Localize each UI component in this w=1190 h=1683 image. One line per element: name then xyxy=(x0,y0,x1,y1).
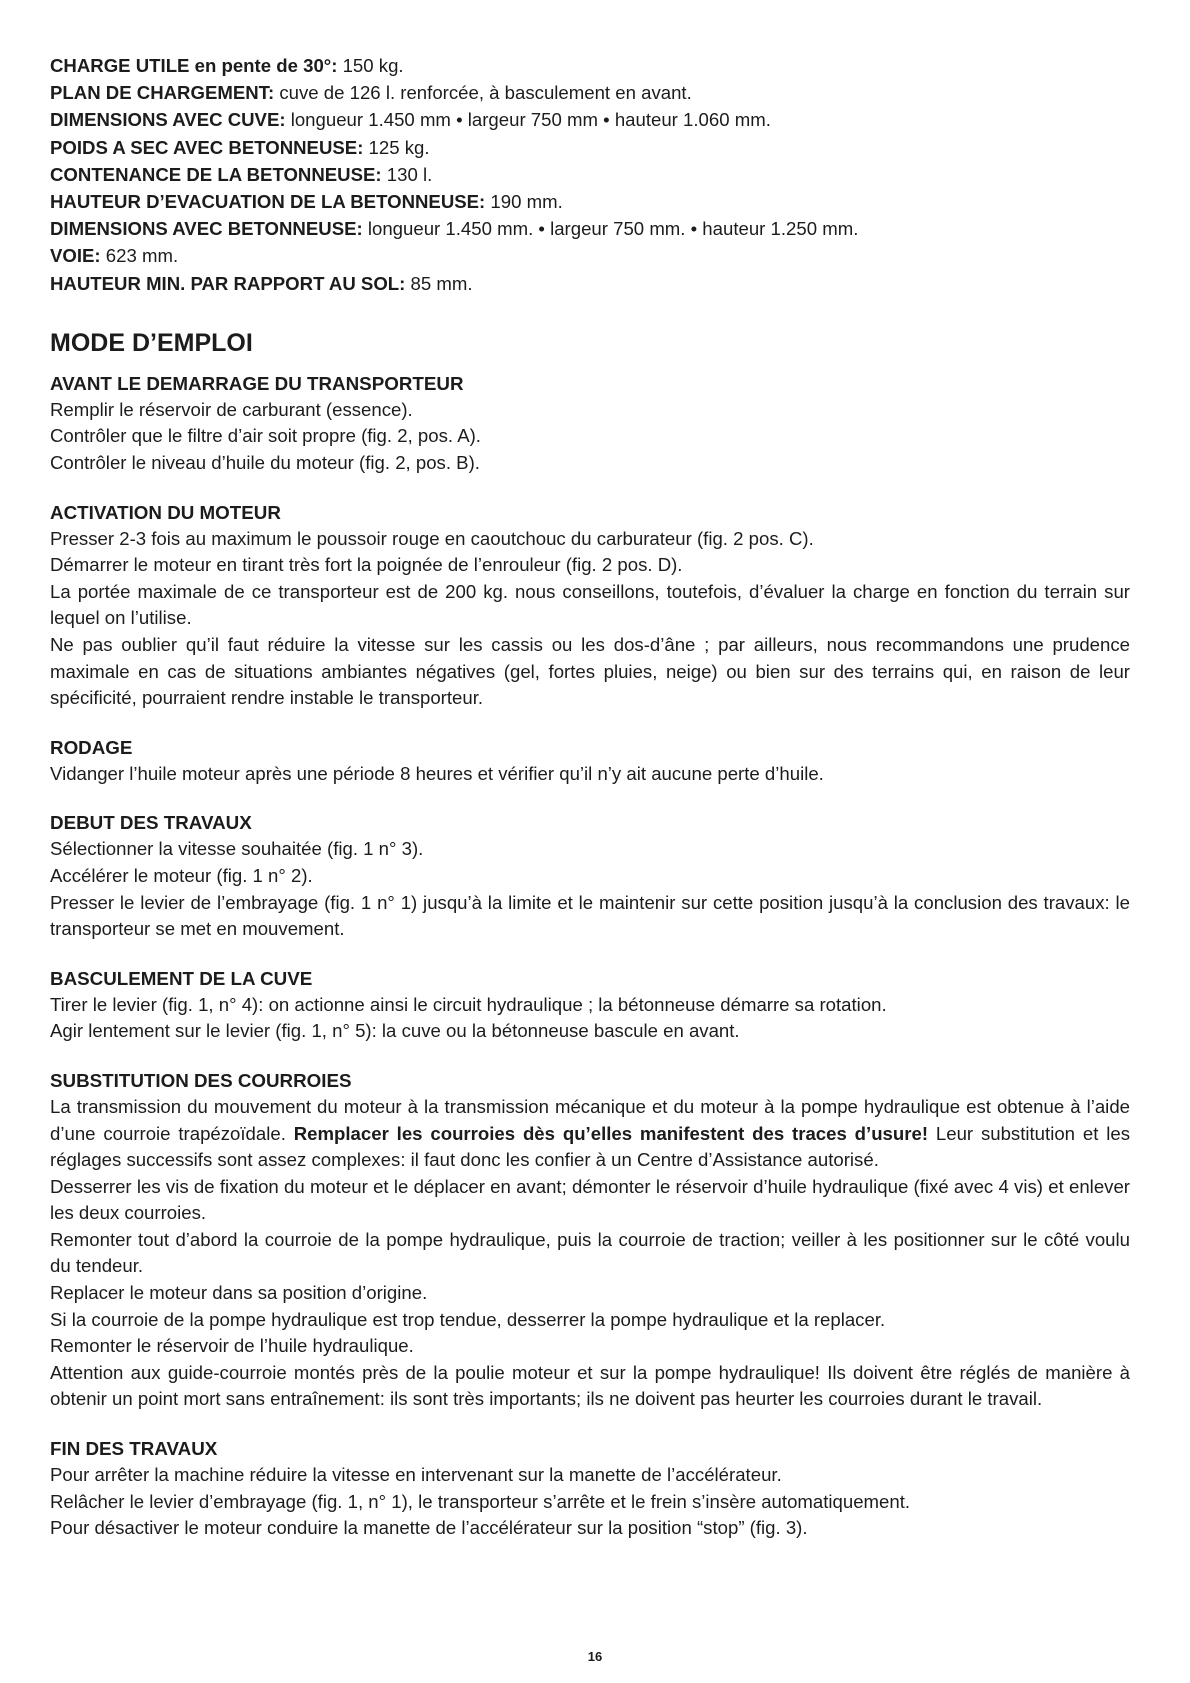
spec-line xyxy=(50,79,1130,106)
section-fin-travaux xyxy=(50,1435,1130,1542)
spec-value: longueur 1.450 mm • largeur 750 mm • hauteur 1.060 mm. xyxy=(285,109,771,131)
section-heading: ACTIVATION DU MOTEUR xyxy=(50,501,281,523)
paragraph: Relâcher le levier d’embrayage (fig. 1, n° 1), le transporteur s’arrête et le frein s’insère automatiquement. xyxy=(50,1490,911,1512)
paragraph: Pour arrêter la machine réduire la vitesse en intervenant sur la manette de l’accélérateur. xyxy=(50,1464,782,1486)
section-heading: RODAGE xyxy=(50,736,133,758)
section-debut-travaux xyxy=(50,809,1130,942)
section-basculement-cuve xyxy=(50,965,1130,1045)
spec-value: 623 mm. xyxy=(100,245,179,267)
section-heading: BASCULEMENT DE LA CUVE xyxy=(50,967,313,989)
paragraph: Vidanger l’huile moteur après une période 8 heures et vérifier qu’il n’y ait aucune perte d’huile. xyxy=(50,762,824,784)
paragraph: Sélectionner la vitesse souhaitée (fig. 1 n° 3). xyxy=(50,838,424,860)
paragraph: Agir lentement sur le levier (fig. 1, n° 5): la cuve ou la bétonneuse bascule en avant. xyxy=(50,1020,740,1042)
spec-value: 130 l. xyxy=(381,163,433,185)
paragraph: Presser 2-3 fois au maximum le poussoir rouge en caoutchouc du carburateur (fig. 2 pos. C). xyxy=(50,527,814,549)
document-page xyxy=(50,52,1130,1542)
spec-value: 150 kg. xyxy=(337,55,404,76)
section-substitution-courroies xyxy=(50,1067,1130,1413)
page-number: 16 xyxy=(587,1649,603,1664)
spec-line xyxy=(50,270,1130,297)
paragraph: Replacer le moteur dans sa position d’origine. xyxy=(50,1282,428,1304)
paragraph: Tirer le levier (fig. 1, n° 4): on actionne ainsi le circuit hydraulique ; la bétonneuse démarre sa rotation. xyxy=(50,993,887,1015)
section-heading: SUBSTITUTION DES COURROIES xyxy=(50,1069,352,1091)
paragraph: Desserrer les vis de fixation du moteur et le déplacer en avant; démonter le réservoir d’huile hydraulique (fixé avec 4 vis) et enlever les deux courroies. xyxy=(50,1175,1130,1224)
main-title: MODE D’EMPLOI xyxy=(50,328,253,357)
spec-value: 85 mm. xyxy=(405,272,473,294)
paragraph: Accélérer le moteur (fig. 1 n° 2). xyxy=(50,864,313,886)
paragraph: La portée maximale de ce transporteur est de 200 kg. nous conseillons, toutefois, d’évaluer la charge en fonction du terrain sur lequel on l’utilise. xyxy=(50,580,1130,629)
paragraph: Remonter tout d’abord la courroie de la pompe hydraulique, puis la courroie de traction; veiller à les positionner sur le côté voulu du tendeur. xyxy=(50,1228,1130,1277)
spec-label: HAUTEUR D’EVACUATION DE LA BETONNEUSE: xyxy=(50,191,486,213)
specifications-block xyxy=(50,52,1130,297)
paragraph: Pour désactiver le moteur conduire la manette de l’accélérateur sur la position “stop” (fig. 3). xyxy=(50,1517,808,1539)
paragraph xyxy=(50,1094,1130,1174)
paragraph-text: La transmission du mouvement du moteur à la transmission mécanique et du moteur à la pompe hydraulique est obtenue à l’aide d’une courroie trapézoïdale. xyxy=(50,1095,1130,1144)
spec-line xyxy=(50,134,1130,161)
paragraph: Contrôler que le filtre d’air soit propre (fig. 2, pos. A). xyxy=(50,425,481,447)
paragraph: Remonter le réservoir de l’huile hydraulique. xyxy=(50,1335,414,1357)
spec-line xyxy=(50,215,1130,242)
spec-line xyxy=(50,106,1130,133)
section-heading: FIN DES TRAVAUX xyxy=(50,1438,218,1460)
spec-value: cuve de 126 l. renforcée, à basculement en avant. xyxy=(274,82,692,104)
spec-value: longueur 1.450 mm. • largeur 750 mm. • hauteur 1.250 mm. xyxy=(362,218,859,240)
section-heading: DEBUT DES TRAVAUX xyxy=(50,812,252,834)
spec-label: HAUTEUR MIN. PAR RAPPORT AU SOL: xyxy=(50,272,406,294)
paragraph: Si la courroie de la pompe hydraulique est trop tendue, desserrer la pompe hydraulique et la replacer. xyxy=(50,1308,886,1330)
spec-line xyxy=(50,161,1130,188)
spec-value: 190 mm. xyxy=(485,191,563,213)
spec-line xyxy=(50,188,1130,215)
spec-value: 125 kg. xyxy=(363,136,430,158)
spec-label: CHARGE UTILE en pente de 30°: xyxy=(50,55,338,76)
section-activation-moteur xyxy=(50,499,1130,712)
spec-label: PLAN DE CHARGEMENT: xyxy=(50,82,275,104)
paragraph-text: Leur substitution et les réglages successifs sont assez complexes: il faut donc les confier à un Centre d’Assistance autorisé. xyxy=(50,1122,1130,1171)
paragraph: Contrôler le niveau d’huile du moteur (fig. 2, pos. B). xyxy=(50,452,480,474)
paragraph: Presser le levier de l’embrayage (fig. 1 n° 1) jusqu’à la limite et le maintenir sur cette position jusqu’à la conclusion des travaux: le transporteur se met en mouvement. xyxy=(50,891,1130,940)
spec-label: DIMENSIONS AVEC BETONNEUSE: xyxy=(50,218,363,240)
spec-label: POIDS A SEC AVEC BETONNEUSE: xyxy=(50,136,364,158)
spec-label: DIMENSIONS AVEC CUVE: xyxy=(50,109,286,131)
section-avant-demarrage xyxy=(50,370,1130,477)
paragraph: Remplir le réservoir de carburant (essence). xyxy=(50,398,413,420)
spec-line xyxy=(50,242,1130,269)
paragraph: Ne pas oublier qu’il faut réduire la vitesse sur les cassis ou les dos-d’âne ; par ailleurs, nous recommandons une prudence maximale en cas de situations ambiantes négatives (gel, fortes pluies, neige) ou bien sur des terrains qui, en raison de leur spécificité, pourraient rendre instable le transporteur. xyxy=(50,633,1130,709)
spec-label: VOIE: xyxy=(50,245,101,267)
section-rodage xyxy=(50,734,1130,788)
section-heading: AVANT LE DEMARRAGE DU TRANSPORTEUR xyxy=(50,372,464,394)
paragraph: Attention aux guide-courroie montés près de la poulie moteur et sur la pompe hydraulique! Ils doivent être réglés de manière à obtenir un point mort sans entraînement: ils sont très importants; ils ne doivent pas heurter les courroies durant le travail. xyxy=(50,1361,1130,1410)
paragraph: Démarrer le moteur en tirant très fort la poignée de l’enrouleur (fig. 2 pos. D). xyxy=(50,554,683,576)
warning-text: Remplacer les courroies dès qu’elles manifestent des traces d’usure! xyxy=(293,1122,929,1144)
spec-line xyxy=(50,52,1130,79)
spec-label: CONTENANCE DE LA BETONNEUSE: xyxy=(50,163,382,185)
